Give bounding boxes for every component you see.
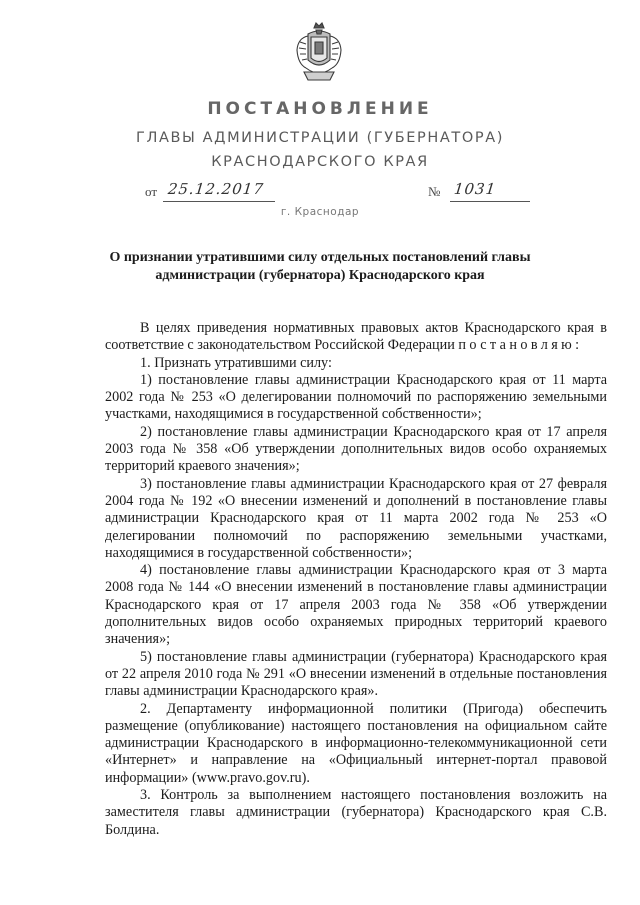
date-underline (163, 201, 275, 202)
issuer-heading-line1: ГЛАВЫ АДМИНИСТРАЦИИ (ГУБЕРНАТОРА) (136, 130, 504, 146)
number-value: 1031 (453, 180, 498, 198)
document-title: О признании утратившими силу отдельных постановлений главы администрации (губернатора) Краснодарского края (109, 250, 531, 283)
resolution-keyword: постановляю: (458, 337, 583, 354)
item-1-1: 1) постановление главы администрации Краснодарского края от 11 марта 2002 года № 253 «О делегировании полномочий по распоряжению земельными участками, находящимися в государственной собственности»; (105, 371, 607, 423)
coat-of-arms-emblem (294, 20, 344, 84)
city-label: г. Краснодар (280, 206, 360, 218)
item-1-5: 5) постановление главы администрации (губернатора) Краснодарского края от 22 апреля 2010 года № 291 «О внесении изменений в отдельные постановления главы администрации Краснодарского края». (105, 648, 607, 700)
item-1-3: 3) постановление главы администрации Краснодарского края от 27 февраля 2004 года № 192 «О внесении изменений и дополнений в постановление главы администрации Краснодарского края от 11 марта 2002 года № 253 «О делегировании полномочий по распоряжению земельными участками, находящимися в государственной собственности»; (105, 475, 607, 561)
issuer-heading-line2: КРАСНОДАРСКОГО КРАЯ (211, 154, 429, 170)
item-1-4: 4) постановление главы администрации Краснодарского края от 3 марта 2008 года № 144 «О внесении изменений в постановление главы администрации Краснодарского края от 17 апреля 2003 года № 358 «Об утверждении дополнительных видов особо охраняемых природных территорий краевого значения»; (105, 562, 607, 648)
number-underline (450, 201, 530, 202)
date-value: 25.12.2017 (167, 180, 265, 198)
item-3: 3. Контроль за выполнением настоящего постановления возложить на заместителя главы администрации (губернатора) Краснодарского края С.В. Болдина. (105, 787, 607, 838)
intro-paragraph (105, 320, 607, 355)
item-1: 1. Признать утратившими силу: (140, 354, 332, 371)
item-2: 2. Департаменту информационной политики (Пригода) обеспечить размещение (опубликование) настоящего постановления на официальном сайте администрации Краснодарского в информационно-телекоммуникационной сети «Интернет» и направление на «Официальный интернет-портал правовой информации» (www.pravo.gov.ru). (105, 700, 607, 786)
document-type-heading: ПОСТАНОВЛЕНИЕ (207, 99, 433, 119)
number-label: № (428, 184, 441, 199)
document-body (105, 320, 607, 839)
date-label: от (145, 184, 158, 199)
item-1-2: 2) постановление главы администрации Краснодарского края от 17 апреля 2003 года № 358 «Об утверждении дополнительных видов особо охраняемых территорий краевого значения»; (105, 423, 607, 475)
intro-text: В целях приведения нормативных правовых актов Краснодарского края в соответствие с законодательством Российской Федерации (105, 320, 607, 354)
